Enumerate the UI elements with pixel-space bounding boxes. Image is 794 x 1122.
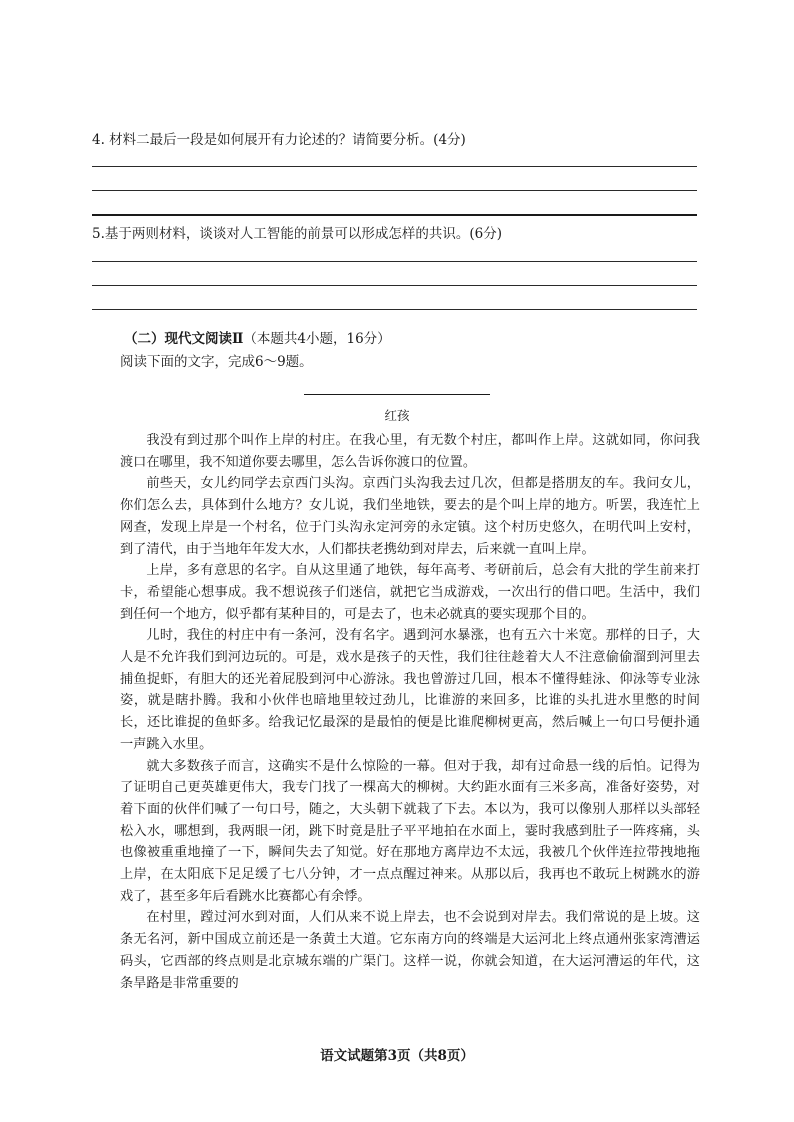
answer-line[interactable] xyxy=(92,261,697,262)
answer-line[interactable] xyxy=(92,285,697,286)
paragraph: 在村里，蹚过河水到对面，人们从来不说上岸去，也不会说到对岸去。我们常说的是上坡。这条无名河，新中国成立前还是一条黄土大道。它东南方向的终端是大运河北上终点通州张家湾漕运码头，它西部的终点则是北京城东端的广渠门。这样一说，你就会知道，在大运河漕运的年代，这条旱路是非常重要的 xyxy=(120,910,700,991)
page-footer: 语文试题第3页（共8页） xyxy=(320,1048,474,1064)
question-4: 4. 材料二最后一段是如何展开有力论述的？请简要分析。(4分) xyxy=(92,132,466,148)
answer-line[interactable] xyxy=(92,190,697,191)
paragraph: 前些天，女儿约同学去京西门头沟。京西门头沟我去过几次，但都是搭朋友的车。我问女儿，你们怎么去，具体到什么地方？女儿说，我们坐地铁，要去的是个叫上岸的地方。听罢，我连忙上网查，发现上岸是一个村名，位于门头沟永定河旁的永定镇。这个村历史悠久，在明代叫上安村，到了清代，由于当地年年发大水，人们都扶老携幼到对岸去，后来就一直叫上岸。 xyxy=(120,476,700,557)
paragraph: 上岸，多有意思的名字。自从这里通了地铁，每年高考、考研前后，总会有大批的学生前来打卡，希望能心想事成。我不想说孩子们迷信，就把它当成游戏，一次出行的借口吧。生活中，我们到任何一个地方，似乎都有某种目的，可是去了，也未必就真的要实现那个目的。 xyxy=(120,563,700,622)
paragraph: 我没有到过那个叫作上岸的村庄。在我心里，有无数个村庄，都叫作上岸。这就如同，你问我渡口在哪里，我不知道你要去哪里，怎么告诉你渡口的位置。 xyxy=(120,433,700,470)
story-body xyxy=(120,430,700,994)
title-divider xyxy=(304,394,490,395)
question-5: 5.基于两则材料，谈谈对人工智能的前景可以形成怎样的共识。(6分) xyxy=(92,226,503,242)
section-title xyxy=(124,330,391,348)
story-title: 红孩 xyxy=(384,408,410,423)
answer-line[interactable] xyxy=(92,214,697,216)
section-instruction: 阅读下面的文字，完成6～9题。 xyxy=(120,354,313,370)
answer-line[interactable] xyxy=(92,166,697,167)
paragraph: 儿时，我住的村庄中有一条河，没有名字。遇到河水暴涨，也有五六十米宽。那样的日子，大人是不允许我们到河边玩的。可是，戏水是孩子的天性，我们往往趁着大人不注意偷偷溜到河里去捕鱼捉虾，有胆大的还光着屁股到河中心游泳。我也曾游过几回，根本不懂得蛙泳、仰泳等专业泳姿，就是瞎扑腾。我和小伙伴也暗地里较过劲儿，比谁游的来回多，比谁的头扎进水里憋的时间长，还比谁捉的鱼虾多。给我记忆最深的是最怕的便是比谁爬柳树更高，然后喊上一句口号便扑通一声跳入水里。 xyxy=(120,628,700,752)
section-info: （本题共4小题，16分） xyxy=(243,331,391,347)
paragraph: 就大多数孩子而言，这确实不是什么惊险的一幕。但对于我，却有过命悬一线的后怕。记得为了证明自己更英雄更伟大，我专门找了一棵高大的柳树。大约距水面有三米多高，准备好姿势，对着下面的伙伴们喊了一句口号，随之，大头朝下就栽了下去。本以为，我可以像别人那样以头部轻松入水，哪想到，我两眼一闭，跳下时竟是肚子平平地拍在水面上，霎时我感到肚子一阵疼痛，头也像被重重地撞了一下，瞬间失去了知觉。好在那地方离岸边不太远，我被几个伙伴连拉带拽地拖上岸，在太阳底下足足缓了七八分钟，才一点点醒过神来。从那以后，我再也不敢玩上树跳水的游戏了，甚至多年后看跳水比赛都心有余悸。 xyxy=(120,758,700,904)
section-heading: （二）现代文阅读Ⅱ xyxy=(124,331,244,347)
answer-line[interactable] xyxy=(92,309,697,310)
